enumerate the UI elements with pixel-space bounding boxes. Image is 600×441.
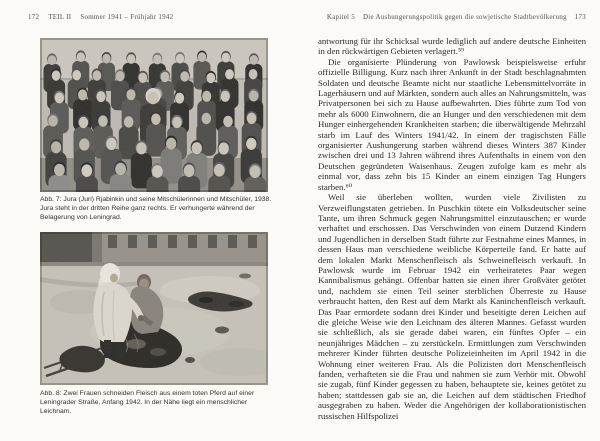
running-head-left — [28, 13, 173, 21]
page-number-right: 173 — [574, 13, 586, 21]
figure-caption-2: Abb. 8: Zwei Frauen schneiden Fleisch aus einem toten Pferd auf einer Leningrader Straße, Anfang 1942. In der Nähe liegt ein menschlicher Leichnam. — [40, 390, 255, 415]
figure-class-photo — [40, 38, 268, 192]
paragraph: Die organisierte Plünderung von Pawlowsk beispielsweise erfuhr offizielle Billigung. Kurz nach ihrer Ankunft in der Stadt beschlagnahmten Soldaten und deutsche Beamte nicht nur staatliche Lebensmittelvorräte in Lagerhäusern und auf Märkten, sondern auch alles an Nahrungsmitteln, was Privatpersonen bei sich zu Hause aufbewahrten. Dies führte zum Tod von mehr als 6000 Einwohnern, die an Hunger und den verschiedenen mit dem Hunger einhergehenden Krankheiten starben; die überwältigende Mehrzahl starb im Lauf des Winters 1941/42. In einem der tragischsten Fälle organisierter Aushungerung starben während dieses Winters 387 Kinder zwischen drei und 13 Jahren während ihres Aufenthalts in einem von den Deutschen gegründeten Waisenhaus. Zeugen zufolge kam es mehr als einmal vor, dass zehn bis 15 Kinder an einem einzigen Tag Hungers starben.⁶⁰ — [318, 56, 586, 192]
film-grain-overlay — [40, 38, 268, 192]
part-title: Sommer 1941 – Frühjahr 1942 — [80, 13, 174, 21]
figure-street-photo — [40, 232, 268, 385]
paragraph: antwortung für ihr Schicksal wurde lediglich auf andere deutsche Einheiten in den rückwärtigen Gebieten verlagert.⁵⁹ — [318, 36, 586, 57]
body-text — [318, 36, 586, 421]
page-number-left: 172 — [28, 13, 40, 21]
film-grain-overlay — [40, 232, 268, 385]
running-head-right — [327, 13, 586, 21]
chapter-label: Kapitel 5 — [326, 13, 355, 21]
paragraph: Weil sie überleben wollten, wurden viele Zivilisten zu Verzweiflungstaten getrieben. In Puschkin tötete ein Volksdeutscher seine Tante, um ihren Schmuck gegen Nahrungsmittel einzutauschen; er wurde verhaftet und erschossen. Das Verschwinden von einem Dutzend Kindern und Jugendlichen in derselben Stadt führte zur Festnahme eines Mannes, in dessen Haus man verschiedene weibliche Körperteile fand. Er hatte auf dem lokalen Markt Menschenfleisch als Schweinefleisch verkauft. In Pawlowsk wurde im Februar 1942 ein verheiratetes Paar wegen Kannibalismus gehängt. Offenbar hatten sie einen ihrer Großväter getötet und, nachdem sie einen Teil seiner sterblichen Überreste zu Hause verbraucht hatten, den Rest auf dem Markt als Kaninchenfleisch verkauft. Das Paar ermordete sodann drei Kinder und beseitigte deren Leichen auf die gleiche Weise wie den Leichnam des älteren Mannes. Gefasst wurden sie schließlich, als sie gerade dabei waren, ein fünftes Opfer – ein neunjähriges Mädchen – zu zerstückeln. Ermittlungen zum Verschwinden mehrerer Kinder führten deutsche Polizeieinheiten im April 1942 in die Wohnung einer weiteren Frau. Als die Polizisten dort Menschenfleisch fanden, verhafteten sie die Frau und nahmen sie zum Verhör mit. Obwohl sie zugab, fünf Kinder gegessen zu haben, behauptete sie, keines getötet zu haben; stattdessen gab sie an, die Leichen auf dem städtischen Friedhof ausgegraben zu haben. Weder die Angehörigen der kollaborationistischen russischen Hilfspolizei — [318, 192, 586, 421]
class-photo-image — [40, 38, 268, 192]
part-label: TEIL II — [48, 13, 72, 21]
figure-caption-1: Abb. 7: Jura (Juri) Rjabinkin und seine Mitschülerinnen und Mitschüler, 1938. Jura steht in der dritten Reihe ganz rechts. Er verhungerte während der Belagerung von Leningrad. — [40, 196, 272, 221]
chapter-title: Die Aushungerungspolitik gegen die sowjetische Stadtbevölkerung — [363, 13, 567, 21]
street-photo-image — [40, 232, 268, 385]
